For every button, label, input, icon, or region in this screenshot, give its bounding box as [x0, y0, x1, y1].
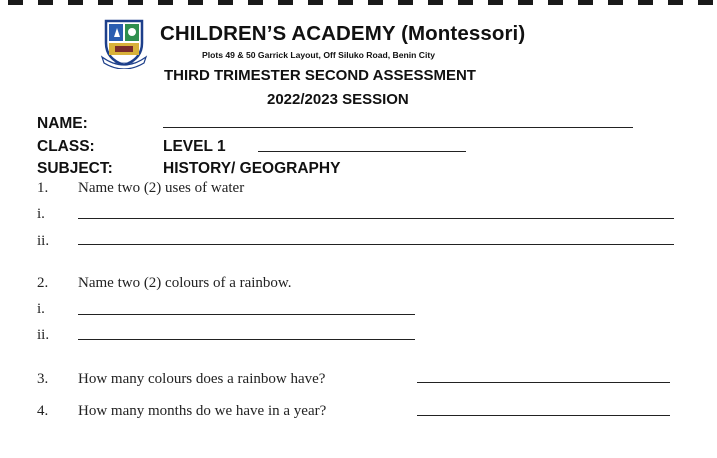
dash-segment: [68, 0, 83, 5]
dash-segment: [398, 0, 413, 5]
school-name: CHILDREN’S ACADEMY (Montessori): [160, 22, 526, 45]
dash-segment: [578, 0, 593, 5]
dash-segment: [608, 0, 623, 5]
question-2-number: 2.: [37, 275, 49, 291]
school-crest-icon: [100, 17, 148, 69]
dash-segment: [128, 0, 143, 5]
question-3-answer-line[interactable]: [417, 382, 670, 383]
dash-segment: [638, 0, 653, 5]
dash-segment: [548, 0, 563, 5]
dash-segment: [518, 0, 533, 5]
dash-segment: [218, 0, 233, 5]
dash-segment: [248, 0, 263, 5]
dash-segment: [668, 0, 683, 5]
question-4-answer-line[interactable]: [417, 415, 670, 416]
class-label: CLASS:: [37, 138, 95, 155]
dash-segment: [188, 0, 203, 5]
question-1-answer-line-i[interactable]: [78, 218, 674, 219]
dash-segment: [308, 0, 323, 5]
question-1-number: 1.: [37, 180, 49, 196]
school-address: Plots 49 & 50 Garrick Layout, Off Siluko Road, Benin City: [202, 50, 436, 60]
subject-label: SUBJECT:: [37, 160, 113, 177]
question-2-answer-line-i[interactable]: [78, 314, 415, 315]
dash-segment: [38, 0, 53, 5]
class-value: LEVEL 1: [163, 138, 226, 155]
dash-segment: [458, 0, 473, 5]
dash-segment: [98, 0, 113, 5]
dash-segment: [158, 0, 173, 5]
session-label: 2022/2023 SESSION: [267, 91, 409, 108]
question-1-sub-ii: ii.: [37, 233, 50, 249]
dash-segment: [698, 0, 713, 5]
question-1-text: Name two (2) uses of water: [78, 180, 245, 196]
question-2-text: Name two (2) colours of a rainbow.: [78, 275, 292, 291]
dash-segment: [278, 0, 293, 5]
subject-value: HISTORY/ GEOGRAPHY: [163, 160, 341, 177]
dash-segment: [428, 0, 443, 5]
question-2-sub-ii: ii.: [37, 327, 50, 343]
dash-segment: [368, 0, 383, 5]
name-answer-line[interactable]: [163, 127, 633, 128]
question-2-sub-i: i.: [37, 301, 45, 317]
class-answer-line[interactable]: [258, 151, 466, 152]
question-4-number: 4.: [37, 403, 49, 419]
question-4-text: How many months do we have in a year?: [78, 403, 327, 419]
question-2-answer-line-ii[interactable]: [78, 339, 415, 340]
assessment-title: THIRD TRIMESTER SECOND ASSESSMENT: [164, 67, 476, 84]
question-1-sub-i: i.: [37, 206, 45, 222]
dash-segment: [488, 0, 503, 5]
top-dashed-border: [0, 0, 717, 8]
dash-segment: [8, 0, 23, 5]
question-3-text: How many colours does a rainbow have?: [78, 371, 326, 387]
name-label: NAME:: [37, 115, 88, 132]
question-1-answer-line-ii[interactable]: [78, 244, 674, 245]
question-3-number: 3.: [37, 371, 49, 387]
dash-segment: [338, 0, 353, 5]
